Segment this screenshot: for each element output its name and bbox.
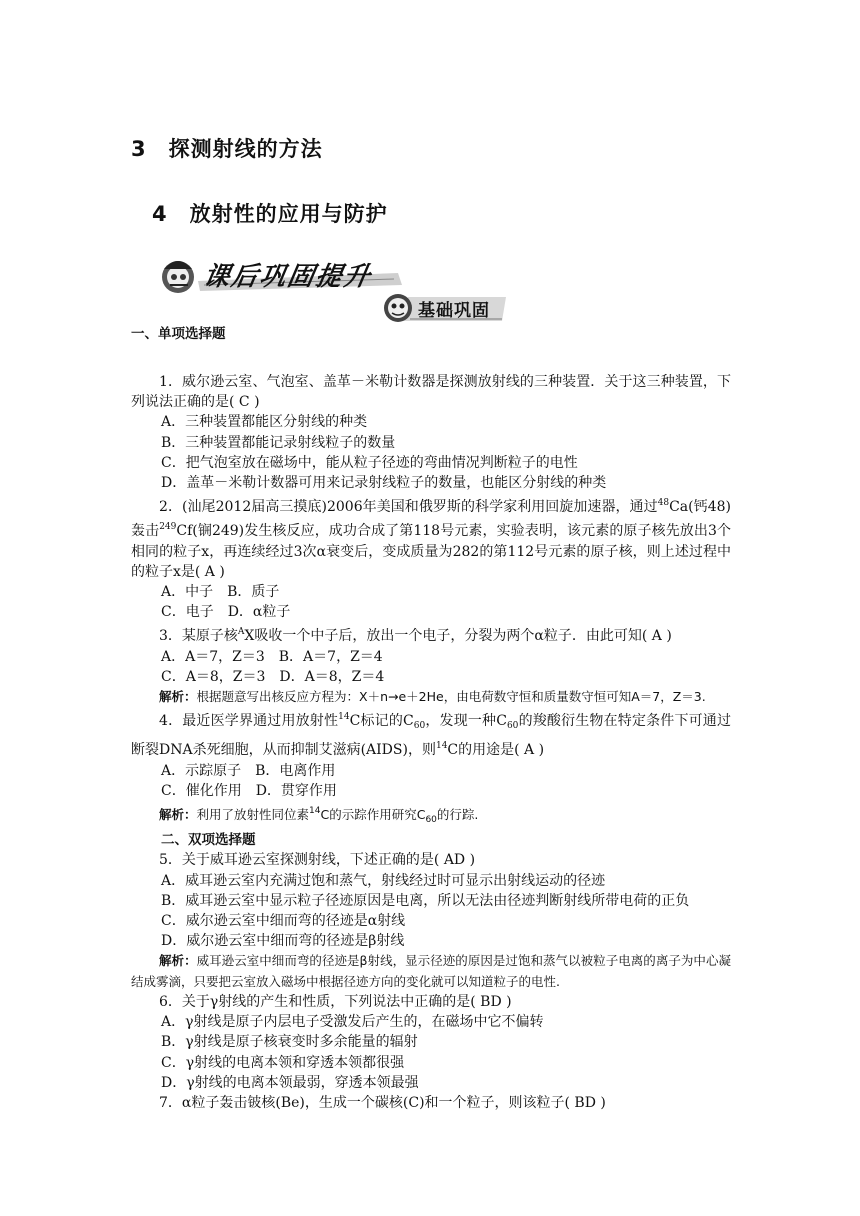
- q4-options-ab: A．示踪原子 B．电离作用: [161, 762, 336, 779]
- q5-analysis: 解析：威耳逊云室中细而弯的径迹是β射线，显示径迹的原因是过饱和蒸气以被粒子电离的离子为中心凝结成雾滴，只要把云室放入磁场中根据径迹方向的变化就可以知道粒子的电性.: [131, 953, 731, 989]
- q5-option-c: C．威尔逊云室中细而弯的径迹是α射线: [161, 913, 406, 930]
- section-heading-single: 一、单项选择题: [131, 326, 226, 342]
- q1-option-c: C．把气泡室放在磁场中，能从粒子径迹的弯曲情况判断粒子的电性: [161, 454, 578, 471]
- banner-title: 课后巩固提升: [200, 262, 375, 292]
- q3-options-cd: C．A＝8，Z＝3 D．A＝8，Z＝4: [161, 668, 385, 685]
- q2-stem: 2．(汕尾2012届高三摸底)2006年美国和俄罗斯的科学家利用回旋加速器，通过$^{48}$Ca(钙48)轰击$^{249}$Cf(锎249)发生核反应，成功合成了第118号元素，实验表明，该元素的原子核先放出3个相同的粒子x，再连续经过3次α衰变后，变成质量为282的第112号元素的原子核，则上述过程中的粒子x是( A ): [131, 498, 732, 580]
- q6-option-c: C．γ射线的电离本领和穿透本领都很强: [161, 1054, 405, 1071]
- section-heading-double: 二、双项选择题: [161, 832, 256, 849]
- helmet-icon: [162, 261, 194, 293]
- q7-stem: 7．α粒子轰击铍核(Be)，生成一个碳核(C)和一个粒子，则该粒子( BD ): [159, 1094, 606, 1111]
- q1-option-b: B．三种装置都能记录射线粒子的数量: [161, 434, 396, 451]
- q2-options-ab: A．中子 B．质子: [161, 584, 280, 601]
- q6-option-d: D．γ射线的电离本领最弱，穿透本领最强: [161, 1074, 419, 1091]
- q5-stem: 5．关于威耳逊云室探测射线，下述正确的是( AD ): [159, 852, 476, 869]
- q6-option-b: B．γ射线是原子核衰变时多余能量的辐射: [161, 1034, 418, 1051]
- basic-consolidation-badge: [382, 291, 508, 325]
- question-content: [131, 372, 731, 1113]
- q1-stem: 1．威尔逊云室、气泡室、盖革－米勒计数器是探测放射线的三种装置．关于这三种装置，下列说法正确的是( C ): [131, 374, 731, 411]
- section-title-3: 3 探测射线的方法: [131, 137, 323, 161]
- q4-options-cd: C．催化作用 D．贯穿作用: [161, 782, 337, 799]
- q1-option-d: D．盖革－米勒计数器可用来记录射线粒子的数量，也能区分射线的种类: [161, 475, 607, 492]
- q2-options-cd: C．电子 D．α粒子: [161, 604, 291, 621]
- q4-analysis: 解析：利用了放射性同位素$^{14}$C的示踪作用研究$C_{60}$的行踪.: [159, 806, 479, 826]
- q3-stem: 3．某原子核$^A$X吸收一个中子后，放出一个电子，分裂为两个α粒子．由此可知( A ): [159, 627, 672, 645]
- q6-option-a: A．γ射线是原子内层电子受激发后产生的，在磁场中它不偏转: [161, 1014, 544, 1031]
- q3-analysis: 解析：根据题意写出核反应方程为：X＋n→e＋2He，由电荷数守恒和质量数守恒可知A＝7，Z＝3.: [159, 689, 706, 705]
- q5-option-d: D．威尔逊云室中细而弯的径迹是β射线: [161, 933, 405, 950]
- owl-icon: [384, 294, 412, 322]
- section-title-4: 4 放射性的应用与防护: [152, 202, 388, 226]
- after-class-banner: [158, 251, 406, 297]
- q4-stem: 4．最近医学界通过用放射性$^{14}$C标记的$C_{60}$，发现一种$C_{60}$的羧酸衍生物在特定条件下可通过断裂DNA杀死细胞，从而抑制艾滋病(AIDS)，则$^{14}$C的用途是( A ): [131, 712, 731, 759]
- q1-option-a: A．三种装置都能区分射线的种类: [161, 414, 368, 431]
- q5-option-a: A．威耳逊云室内充满过饱和蒸气，射线经过时可显示出射线运动的径迹: [161, 872, 606, 889]
- q6-stem: 6．关于γ射线的产生和性质，下列说法中正确的是( BD ): [159, 993, 512, 1010]
- q5-option-b: B．威耳逊云室中显示粒子径迹原因是电离，所以无法由径迹判断射线所带电荷的正负: [161, 892, 690, 909]
- q3-options-ab: A．A＝7，Z＝3 B．A＝7，Z＝4: [161, 648, 383, 665]
- badge-title: 基础巩固: [418, 301, 490, 321]
